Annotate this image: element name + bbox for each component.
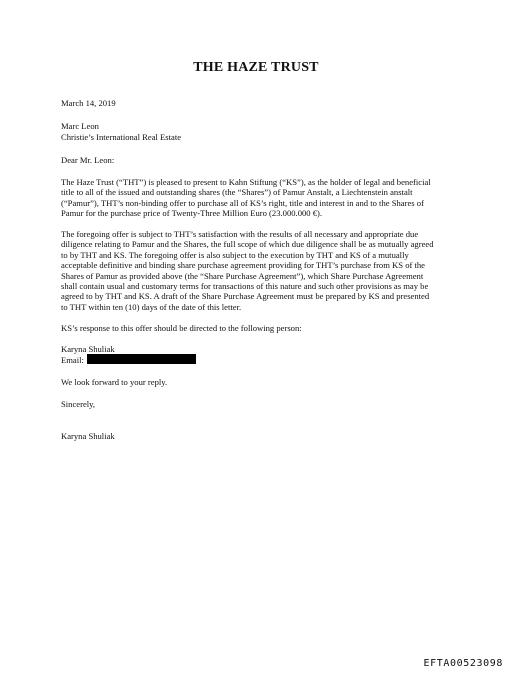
contact-email-line [61, 354, 196, 365]
paragraph-line: Pamur for the purchase price of Twenty-Three Million Euro (23.000.000 €). [61, 208, 323, 219]
recipient-name: Marc Leon [61, 121, 99, 131]
letter-title: THE HAZE TRUST [193, 60, 319, 75]
email-label: Email: [61, 355, 84, 365]
salutation: Dear Mr. Leon: [61, 155, 115, 165]
redacted-email [87, 354, 196, 364]
paragraph-line: The Haze Trust (“THT”) is pleased to present to Kahn Stiftung (“KS”), as the holder of legal and beneficial [61, 177, 431, 187]
paragraph-line: acceptable definitive and binding share purchase agreement providing for THT’s purchase from KS of the [61, 260, 425, 271]
paragraph-conditions [61, 229, 456, 312]
paragraph-line: diligence relating to Pamur and the Shares, the full scope of which due diligence shall be as mutually agreed [61, 239, 434, 250]
paragraph-line: to by THT and KS. The foregoing offer is also subject to the execution by THT and KS of a mutually [61, 249, 409, 260]
paragraph-offer [61, 177, 456, 219]
contact-name: Karyna Shuliak [61, 344, 115, 354]
paragraph-line: title to all of the issued and outstanding shares (the “Shares”) of Pamur Anstalt, a Liechtenstein anstalt [61, 187, 413, 198]
closing-text: We look forward to your reply. [61, 377, 168, 387]
paragraph-line: The foregoing offer is subject to THT’s satisfaction with the results of all necessary and appropriate due [61, 229, 419, 239]
paragraph-line: to THT within ten (10) days of the date of this letter. [61, 301, 242, 312]
paragraph-line: agreed to by THT and KS. A draft of the Share Purchase Agreement must be prepared by KS and presented [61, 291, 430, 302]
letter-date: March 14, 2019 [61, 98, 116, 108]
paragraph-line: Shares of Pamur as provided above (the “Share Purchase Agreement”), which Share Purchase Agreement [61, 270, 424, 281]
bates-number: EFTA00523098 [423, 658, 503, 669]
paragraph-line: (“Pamur”), THT’s non-binding offer to purchase all of KS’s right, title and interest in and to the Shares of [61, 197, 424, 208]
recipient-company: Christie’s International Real Estate [61, 132, 182, 142]
paragraph-line: shall contain usual and customary terms for transactions of this nature and such other provisions as may be [61, 281, 429, 292]
signatory-name: Karyna Shuliak [61, 431, 115, 441]
sign-off: Sincerely, [61, 399, 96, 409]
paragraph-response: KS’s response to this offer should be directed to the following person: [61, 323, 302, 333]
